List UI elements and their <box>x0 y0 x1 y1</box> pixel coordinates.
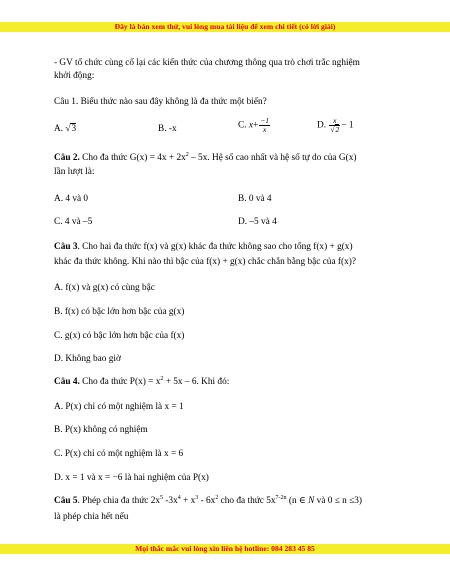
q5-t2: -3x <box>163 496 178 506</box>
q5-t1: . Phép chia đa thức 2x <box>77 496 161 506</box>
q2-exponent: 2 <box>185 152 189 158</box>
q2-stem-line-1 <box>54 152 356 164</box>
q3-option-a: A. f(x) và g(x) có cùng bậc <box>54 283 155 293</box>
q1-option-d-radicand: 2 <box>335 125 340 134</box>
q1-option-a-label: A. <box>54 124 64 134</box>
q5-t7: và 0 ≤ n ≤3) <box>314 496 362 506</box>
q5-stem-line-1 <box>54 495 362 507</box>
q5-label: Câu 5 <box>54 496 78 506</box>
q1-option-c-numerator: −1 <box>260 116 270 125</box>
q3-stem-line-1 <box>54 241 353 253</box>
q2-stem-b: – 5x. Hệ số cao nhất và hệ số tự do của G(x) <box>188 153 357 163</box>
q4-exponent: 2 <box>160 376 164 382</box>
hotline-banner-text: Mọi thắc mắc vui lòng xin liên hệ hotline: 084 283 45 85 <box>135 544 315 553</box>
q5-t6: (n ∈ <box>286 496 309 506</box>
q1-option-a-radicand: 3 <box>71 124 77 134</box>
intro-line-2: khởi động: <box>54 71 95 81</box>
q2-option-a: A. 4 và 0 <box>54 194 89 204</box>
q5-natural-set: N <box>308 496 315 506</box>
q5-s1: 5 <box>160 495 164 501</box>
q2-stem-line-2: lần lượt là: <box>54 167 95 177</box>
q4-option-b: B. P(x) không có nghiệm <box>54 425 148 435</box>
q5-s4: 2 <box>215 495 219 501</box>
q3-option-d: D. Không bao giờ <box>54 354 121 364</box>
q4-option-c: C. P(x) chỉ có một nghiệm là x = 6 <box>54 449 184 459</box>
q1-option-d <box>317 117 353 134</box>
q5-s5: 7-2n <box>275 495 287 501</box>
q1-option-d-label: D. <box>317 120 327 131</box>
q3-stem-line-2: khác đa thức không. Khi nào thì bậc của f(x) + g(x) chắc chắn bằng bậc của f(x)? <box>54 257 356 267</box>
q2-stem-a: Cho đa thức G(x) = 4x + 2x <box>79 153 186 163</box>
q1-option-a <box>54 123 76 135</box>
q1-option-d-minus: − 1 <box>341 120 354 131</box>
q3-option-b: B. f(x) có bậc lớn hơn bậc của g(x) <box>54 307 185 317</box>
q1-option-c-denominator: x <box>262 125 267 134</box>
q1-option-c-var: x <box>248 120 253 131</box>
q4-stem-a: Cho đa thức P(x) = x <box>79 377 161 387</box>
q1-option-c <box>238 117 271 134</box>
q1-option-c-fraction <box>259 117 270 134</box>
hotline-banner <box>0 544 450 554</box>
q3-stem-a: . Cho hai đa thức f(x) và g(x) khác đa thức không sao cho tổng f(x) + g(x) <box>77 242 353 252</box>
q5-t4: - 6x <box>198 496 216 506</box>
q5-t5: cho đa thức 5x <box>218 496 276 506</box>
sqrt-symbol: √ <box>65 124 71 134</box>
q1-option-c-label: C. <box>238 120 247 131</box>
q1-stem: Câu 1. Biểu thức nào sau đây không là đa thức một biến? <box>54 97 267 107</box>
preview-banner <box>0 22 450 32</box>
q1-option-d-numerator: x <box>329 117 340 126</box>
q2-label: Câu 2. <box>54 153 80 163</box>
q4-stem <box>54 376 229 388</box>
q1-option-d-denominator: √2 <box>330 125 340 134</box>
q4-option-d: D. x = 1 và x = −6 là hai nghiệm của P(x) <box>54 473 209 483</box>
q4-option-a: A. P(x) chỉ có một nghiệm là x = 1 <box>54 402 184 412</box>
q1-option-b: B. -x <box>158 124 177 134</box>
q2-option-c: C. 4 và –5 <box>54 217 93 227</box>
preview-banner-text: Đây là bản xem thử, vui lòng mua tài liệu để xem chi tiết (có lời giải) <box>114 22 336 31</box>
q4-label: Câu 4. <box>54 377 80 387</box>
q1-option-c-plus: + <box>253 120 259 131</box>
intro-line-1: - GV tổ chức cùng cố lại các kiến thức của chương thông qua trò chơi trắc nghiệm <box>54 58 360 68</box>
q3-label: Câu 3 <box>54 242 78 252</box>
q2-option-b: B. 0 và 4 <box>238 194 272 204</box>
q3-option-c: C. g(x) có bậc lớn hơn bậc của f(x) <box>54 331 185 341</box>
q2-option-d: D. –5 và 4 <box>238 217 277 227</box>
q5-stem-line-2: là phép chia hết nếu <box>54 512 129 522</box>
q1-option-d-fraction <box>329 117 340 134</box>
q5-t3: + x <box>180 496 196 506</box>
q5-s3: 3 <box>195 495 199 501</box>
q5-s2: 4 <box>177 495 181 501</box>
q4-stem-b: + 5x – 6. Khi đó: <box>163 377 230 387</box>
